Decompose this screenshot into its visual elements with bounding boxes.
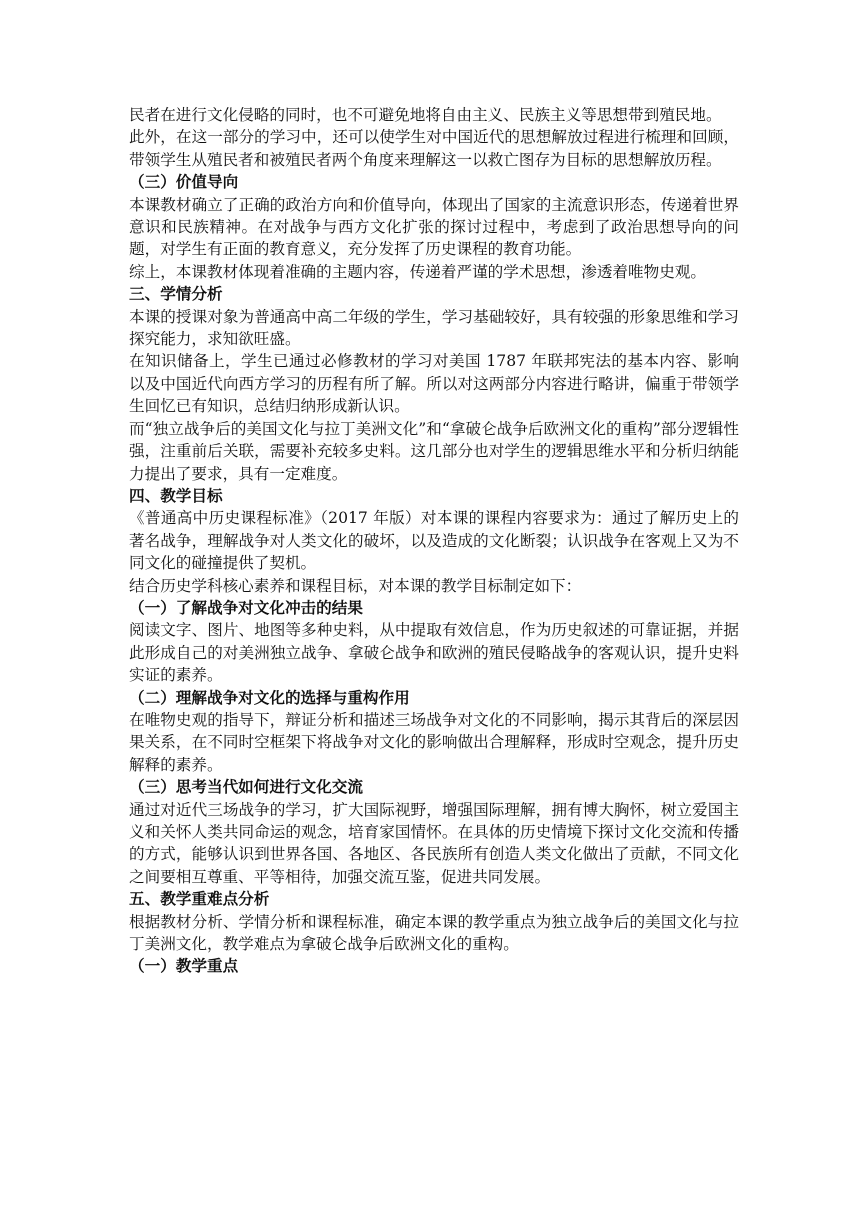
paragraph: 《普通高中历史课程标准》（2017 年版）对本课的课程内容要求为：通过了解历史上的著名战争，理解战争对人类文化的破坏，以及造成的文化断裂；认识战争在客观上又为不同文化的碰撞提供了契机。	[129, 509, 739, 573]
document-page	[129, 104, 739, 978]
paragraph: 而“独立战争后的美国文化与拉丁美洲文化”和“拿破仑战争后欧洲文化的重构”部分逻辑性强，注重前后关联，需要补充较多史料。这几部分也对学生的逻辑思维水平和分析归纳能力提出了要求，具有一定难度。	[129, 419, 739, 483]
section-heading: 三、学情分析	[129, 285, 223, 304]
paragraph: 结合历史学科核心素养和课程目标，对本课的教学目标制定如下：	[129, 576, 582, 595]
section-heading: 五、教学重难点分析	[129, 890, 270, 909]
section-heading: （一）了解战争对文化冲击的结果	[129, 598, 363, 617]
paragraph: 在知识储备上，学生已通过必修教材的学习对美国 1787 年联邦宪法的基本内容、影响以及中国近代向西方学习的历程有所了解。所以对这两部分内容进行略讲，偏重于带领学生回忆已有知识，总结归纳形成新认识。	[129, 352, 739, 416]
section-heading: （三）思考当代如何进行文化交流	[129, 778, 363, 797]
paragraph: 在唯物史观的指导下，辩证分析和描述三场战争对文化的不同影响，揭示其背后的深层因果关系，在不同时空框架下将战争对文化的影响做出合理解释，形成时空观念，提升历史解释的素养。	[129, 710, 739, 774]
paragraph: 综上，本课教材体现着准确的主题内容，传递着严谨的学术思想，渗透着唯物史观。	[129, 262, 706, 281]
paragraph: 根据教材分析、学情分析和课程标准，确定本课的教学重点为独立战争后的美国文化与拉丁美洲文化，教学难点为拿破仑战争后欧洲文化的重构。	[129, 912, 739, 954]
paragraph: 阅读文字、图片、地图等多种史料，从中提取有效信息，作为历史叙述的可靠证据，并据此形成自己的对美洲独立战争、拿破仑战争和欧洲的殖民侵略战争的客观认识，提升史料实证的素养。	[129, 621, 739, 685]
section-heading: （二）理解战争对文化的选择与重构作用	[129, 688, 410, 707]
section-heading: （三）价值导向	[129, 173, 239, 192]
paragraph: 通过对近代三场战争的学习，扩大国际视野，增强国际理解，拥有博大胸怀，树立爱国主义和关怀人类共同命运的观念，培育家国情怀。在具体的历史情境下探讨文化交流和传播的方式，能够认识到世界各国、各地区、各民族所有创造人类文化做出了贡献，不同文化之间要相互尊重、平等相待，加强交流互鉴，促进共同发展。	[129, 800, 739, 886]
paragraph: 此外，在这一部分的学习中，还可以使学生对中国近代的思想解放过程进行梳理和回顾，带领学生从殖民者和被殖民者两个角度来理解这一以救亡图存为目标的思想解放历程。	[129, 128, 739, 169]
paragraph: 本课教材确立了正确的政治方向和价值导向，体现出了国家的主流意识形态，传递着世界意识和民族精神。在对战争与西方文化扩张的探讨过程中，考虑到了政治思想导向的问题，对学生有正面的教育意义，充分发挥了历史课程的教育功能。	[129, 195, 739, 259]
paragraph: 民者在进行文化侵略的同时，也不可避免地将自由主义、民族主义等思想带到殖民地。	[129, 106, 722, 124]
section-heading: 四、教学目标	[129, 486, 223, 505]
section-heading: （一）教学重点	[129, 957, 239, 976]
paragraph: 本课的授课对象为普通高中高二年级的学生，学习基础较好，具有较强的形象思维和学习探究能力，求知欲旺盛。	[129, 307, 739, 349]
